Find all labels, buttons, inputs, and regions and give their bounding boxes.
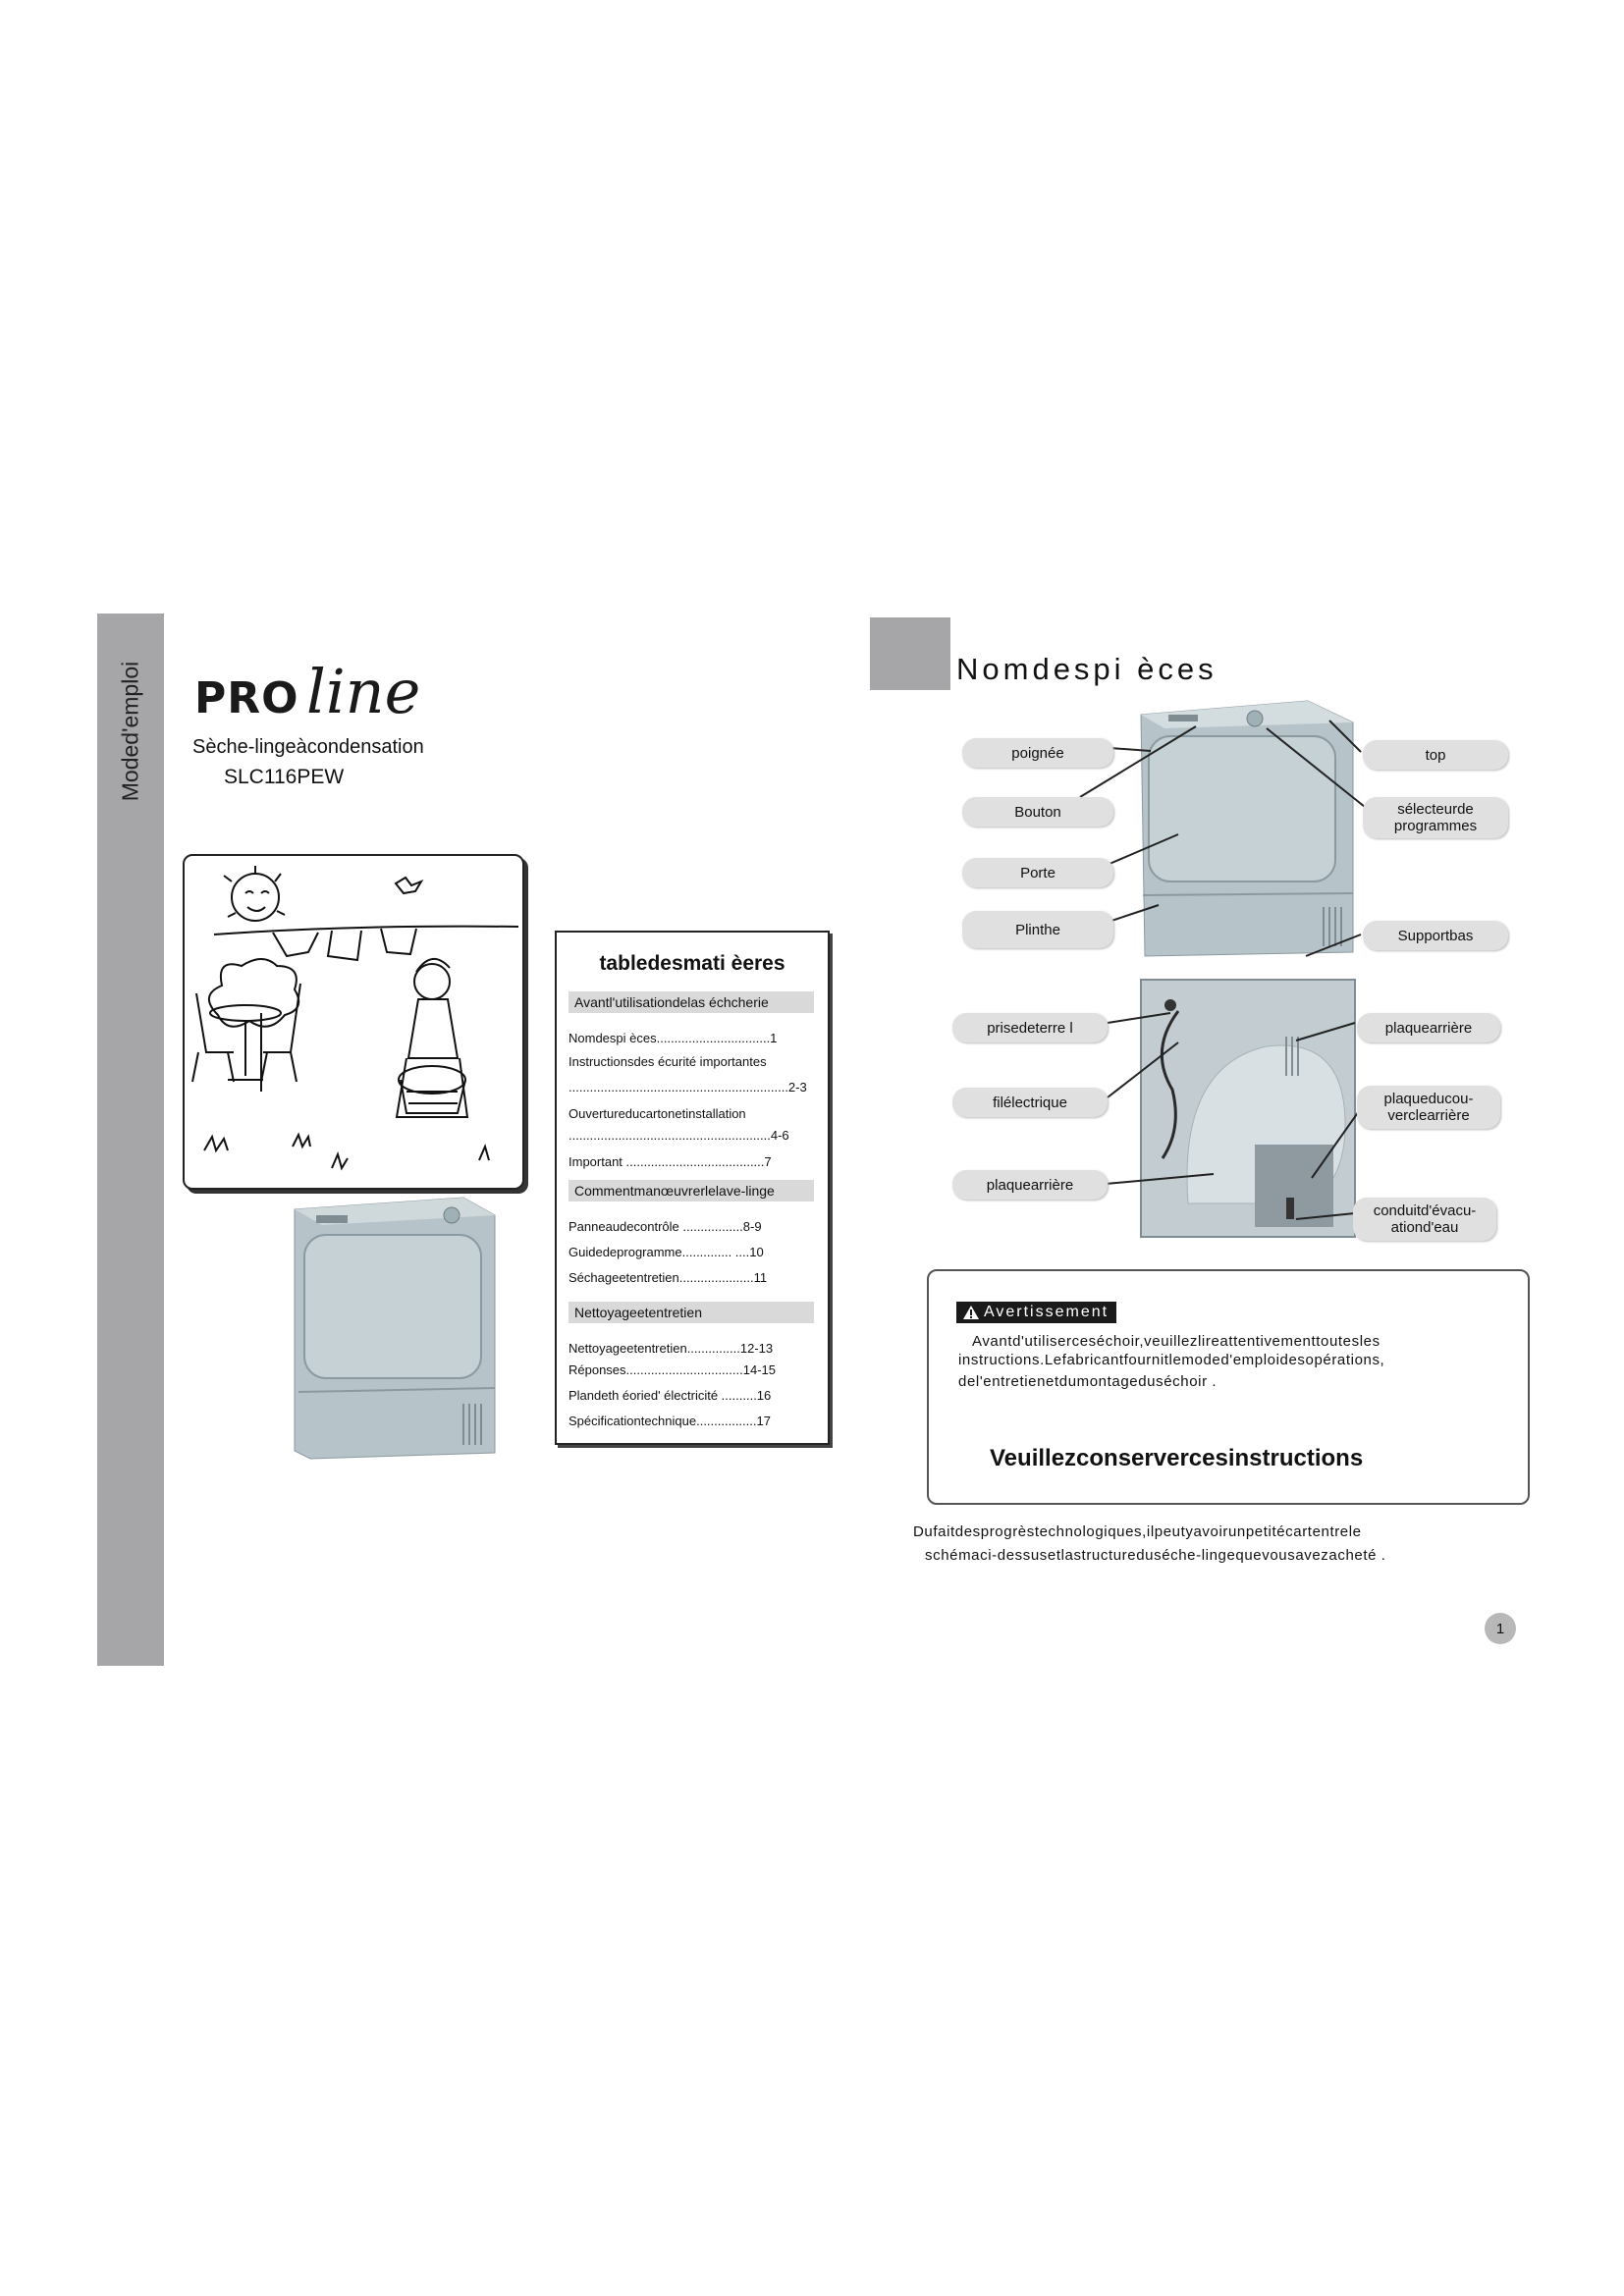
label-program-selector-line2: programmes — [1393, 818, 1478, 834]
label-program-selector — [1363, 797, 1508, 838]
label-top: top — [1363, 740, 1508, 770]
toc-title: tabledesmati èeres — [599, 952, 785, 975]
warning-box — [927, 1269, 1530, 1505]
label-plinth: Plinthe — [962, 911, 1113, 948]
dryer-knob-icon — [444, 1207, 460, 1223]
toc-entry[interactable]: .........................................................4-6 — [568, 1128, 789, 1143]
label-handle: poignée — [962, 738, 1113, 768]
warning-line-1: Avantd'utiliserceséchoir,veuillezlireattentivementtoutesles — [972, 1333, 1380, 1350]
label-bottom-support: Supportbas — [1363, 921, 1508, 950]
footer-note-line-1: Dufaitdesprogrèstechnologiques,ilpeutyavoirunpetitécartentrele — [913, 1523, 1362, 1540]
dryer-parts-back-image — [1139, 978, 1357, 1239]
page-number-badge: 1 — [1485, 1613, 1516, 1644]
toc-entry[interactable]: Séchageetentretien.....................11 — [568, 1270, 768, 1285]
label-rear-cover-plate — [1357, 1086, 1500, 1129]
sun-icon — [232, 874, 279, 921]
product-model: SLC116PEW — [224, 766, 345, 788]
parts-title: Nomdespi èces — [956, 652, 1218, 686]
parts-dryer-door — [1149, 736, 1335, 881]
toc-entry[interactable]: Réponses.................................14-15 — [568, 1362, 776, 1377]
chair-right-icon — [261, 984, 300, 1082]
toc-entry[interactable]: ..............................................................2-3 — [568, 1080, 807, 1095]
dryer-door — [304, 1235, 481, 1378]
label-ground-plug: prisedeterre l — [952, 1013, 1108, 1042]
label-rear-cover-plate-line1: plaqueducou- — [1383, 1091, 1474, 1107]
dryer-front-image — [277, 1196, 497, 1461]
brand-logo-pro: PRO — [194, 673, 299, 723]
warning-badge — [956, 1302, 1116, 1323]
bird-icon — [396, 878, 421, 893]
toc-section-heading: Avantl'utilisationdelas échcherie — [568, 991, 814, 1013]
toc-entry[interactable]: Instructionsdes écurité importantes — [568, 1054, 767, 1069]
warning-badge-label: Avertissement — [984, 1304, 1110, 1320]
toc-section-heading: Commentmanœuvrerlelave-linge — [568, 1180, 814, 1201]
toc-entry[interactable]: Ouvertureducartonetinstallation — [568, 1106, 746, 1121]
label-back-plate-left: plaquearrière — [952, 1170, 1108, 1200]
toc-entry[interactable]: Important .......................................7 — [568, 1154, 772, 1169]
header-block — [870, 617, 950, 690]
ground-plug-icon — [1164, 999, 1176, 1011]
woman-head — [414, 964, 450, 999]
toc-entry[interactable]: Nettoyageetentretien...............12-13 — [568, 1341, 774, 1356]
sidebar-band — [97, 614, 164, 1666]
toc-section-heading: Nettoyageetentretien — [568, 1302, 814, 1323]
label-back-plate-right: plaquearrière — [1357, 1013, 1500, 1042]
toc-entry[interactable]: Spécificationtechnique.................17 — [568, 1414, 771, 1428]
warning-line-3: del'entretienetdumontageduséchoir . — [958, 1373, 1218, 1390]
toc-entry[interactable]: Guidedeprogramme.............. ....10 — [568, 1245, 764, 1259]
sidebar-label: Moded'emploi — [117, 661, 143, 802]
warning-triangle-icon — [962, 1305, 980, 1320]
label-power-cord: filélectrique — [952, 1088, 1108, 1117]
toc-entry[interactable]: Plandeth éoried' électricité ..........16 — [568, 1388, 772, 1403]
footer-note-line-2: schémaci-dessusetlastructureduséche-lingequevousavezacheté . — [925, 1547, 1386, 1564]
label-drain-pipe-line2: ationd'eau — [1390, 1219, 1459, 1236]
label-drain-pipe-line1: conduitd'évacu- — [1373, 1202, 1477, 1219]
garden-drawing — [185, 856, 522, 1188]
label-drain-pipe — [1353, 1198, 1496, 1241]
label-button: Bouton — [962, 797, 1113, 827]
tree-icon — [209, 959, 298, 1027]
label-rear-cover-plate-line2: verclearrière — [1387, 1107, 1470, 1124]
table-icon — [210, 1005, 281, 1021]
product-subtitle: Sèche-lingeàcondensation — [192, 736, 424, 758]
label-door: Porte — [962, 858, 1113, 887]
dryer-parts-front-image — [1135, 699, 1355, 958]
keep-instructions-heading: Veuillezconservercesinstructions — [990, 1445, 1364, 1471]
garden-illustration — [183, 854, 524, 1190]
toc-entry[interactable]: Nomdespi èces................................1 — [568, 1031, 778, 1045]
dryer-display — [316, 1215, 348, 1223]
table-of-contents — [555, 931, 830, 1445]
toc-entry[interactable]: Panneaudecontrôle .................8-9 — [568, 1219, 762, 1234]
drain-outlet — [1286, 1198, 1294, 1219]
warning-line-2: instructions.Lefabricantfournitlemoded'emploidesopérations, — [958, 1352, 1385, 1368]
brand-logo-line: line — [306, 656, 421, 727]
label-program-selector-line1: sélecteurde — [1397, 801, 1474, 818]
parts-dryer-knob-icon — [1247, 711, 1263, 726]
basket-icon — [399, 1066, 465, 1094]
